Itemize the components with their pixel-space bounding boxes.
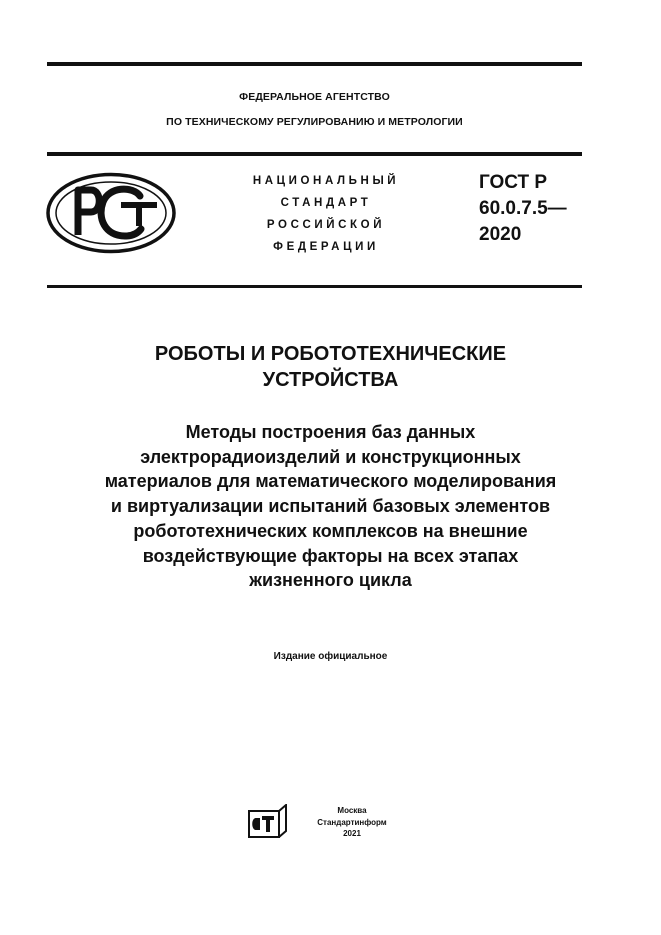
- gost-line-2: 60.0.7.5—: [479, 198, 567, 219]
- publisher-info: [316, 805, 388, 840]
- standartinform-logo-icon: [248, 804, 288, 838]
- gost-designation: [479, 170, 567, 248]
- subtitle-line: жизненного цикла: [249, 570, 412, 591]
- national-line-4: ФЕДЕРАЦИИ: [273, 241, 379, 253]
- bottom-rule: [47, 285, 582, 288]
- publisher-city: Москва: [337, 806, 367, 815]
- subtitle-line: электрорадиоизделий и конструкционных: [140, 446, 521, 467]
- agency-name-line-1: ФЕДЕРАЛЬНОЕ АГЕНТСТВО: [239, 91, 390, 103]
- subtitle-line: материалов для математического моделирования: [104, 471, 557, 492]
- publisher-year: 2021: [343, 829, 361, 838]
- top-rule: [47, 62, 582, 66]
- publisher-name: Стандартинформ: [317, 817, 387, 827]
- title-line: РОБОТЫ И РОБОТОТЕХНИЧЕСКИЕ: [154, 343, 507, 365]
- document-title: [40, 341, 621, 393]
- national-standard-label: [236, 170, 416, 258]
- rst-certification-mark-icon: [45, 172, 177, 254]
- gost-line-1: ГОСТ Р: [479, 172, 548, 193]
- subtitle-line: робототехнических комплексов на внешние: [133, 520, 528, 541]
- official-edition-label: Издание официальное: [273, 651, 388, 662]
- national-line-3: РОССИЙСКОЙ: [266, 219, 386, 231]
- title-line: УСТРОЙСТВА: [262, 369, 399, 391]
- subtitle-line: воздействующие факторы на всех этапах: [142, 545, 519, 566]
- gost-line-3: 2020: [479, 224, 522, 245]
- agency-name-line-2: ПО ТЕХНИЧЕСКОМУ РЕГУЛИРОВАНИЮ И МЕТРОЛОГИИ: [166, 116, 463, 128]
- middle-rule: [47, 152, 582, 156]
- national-line-2: СТАНДАРТ: [280, 197, 372, 209]
- document-subtitle: [40, 420, 621, 593]
- subtitle-line: Методы построения баз данных: [185, 422, 476, 442]
- subtitle-line: и виртуализации испытаний базовых элементов: [110, 496, 551, 517]
- national-line-1: НАЦИОНАЛЬНЫЙ: [252, 175, 400, 187]
